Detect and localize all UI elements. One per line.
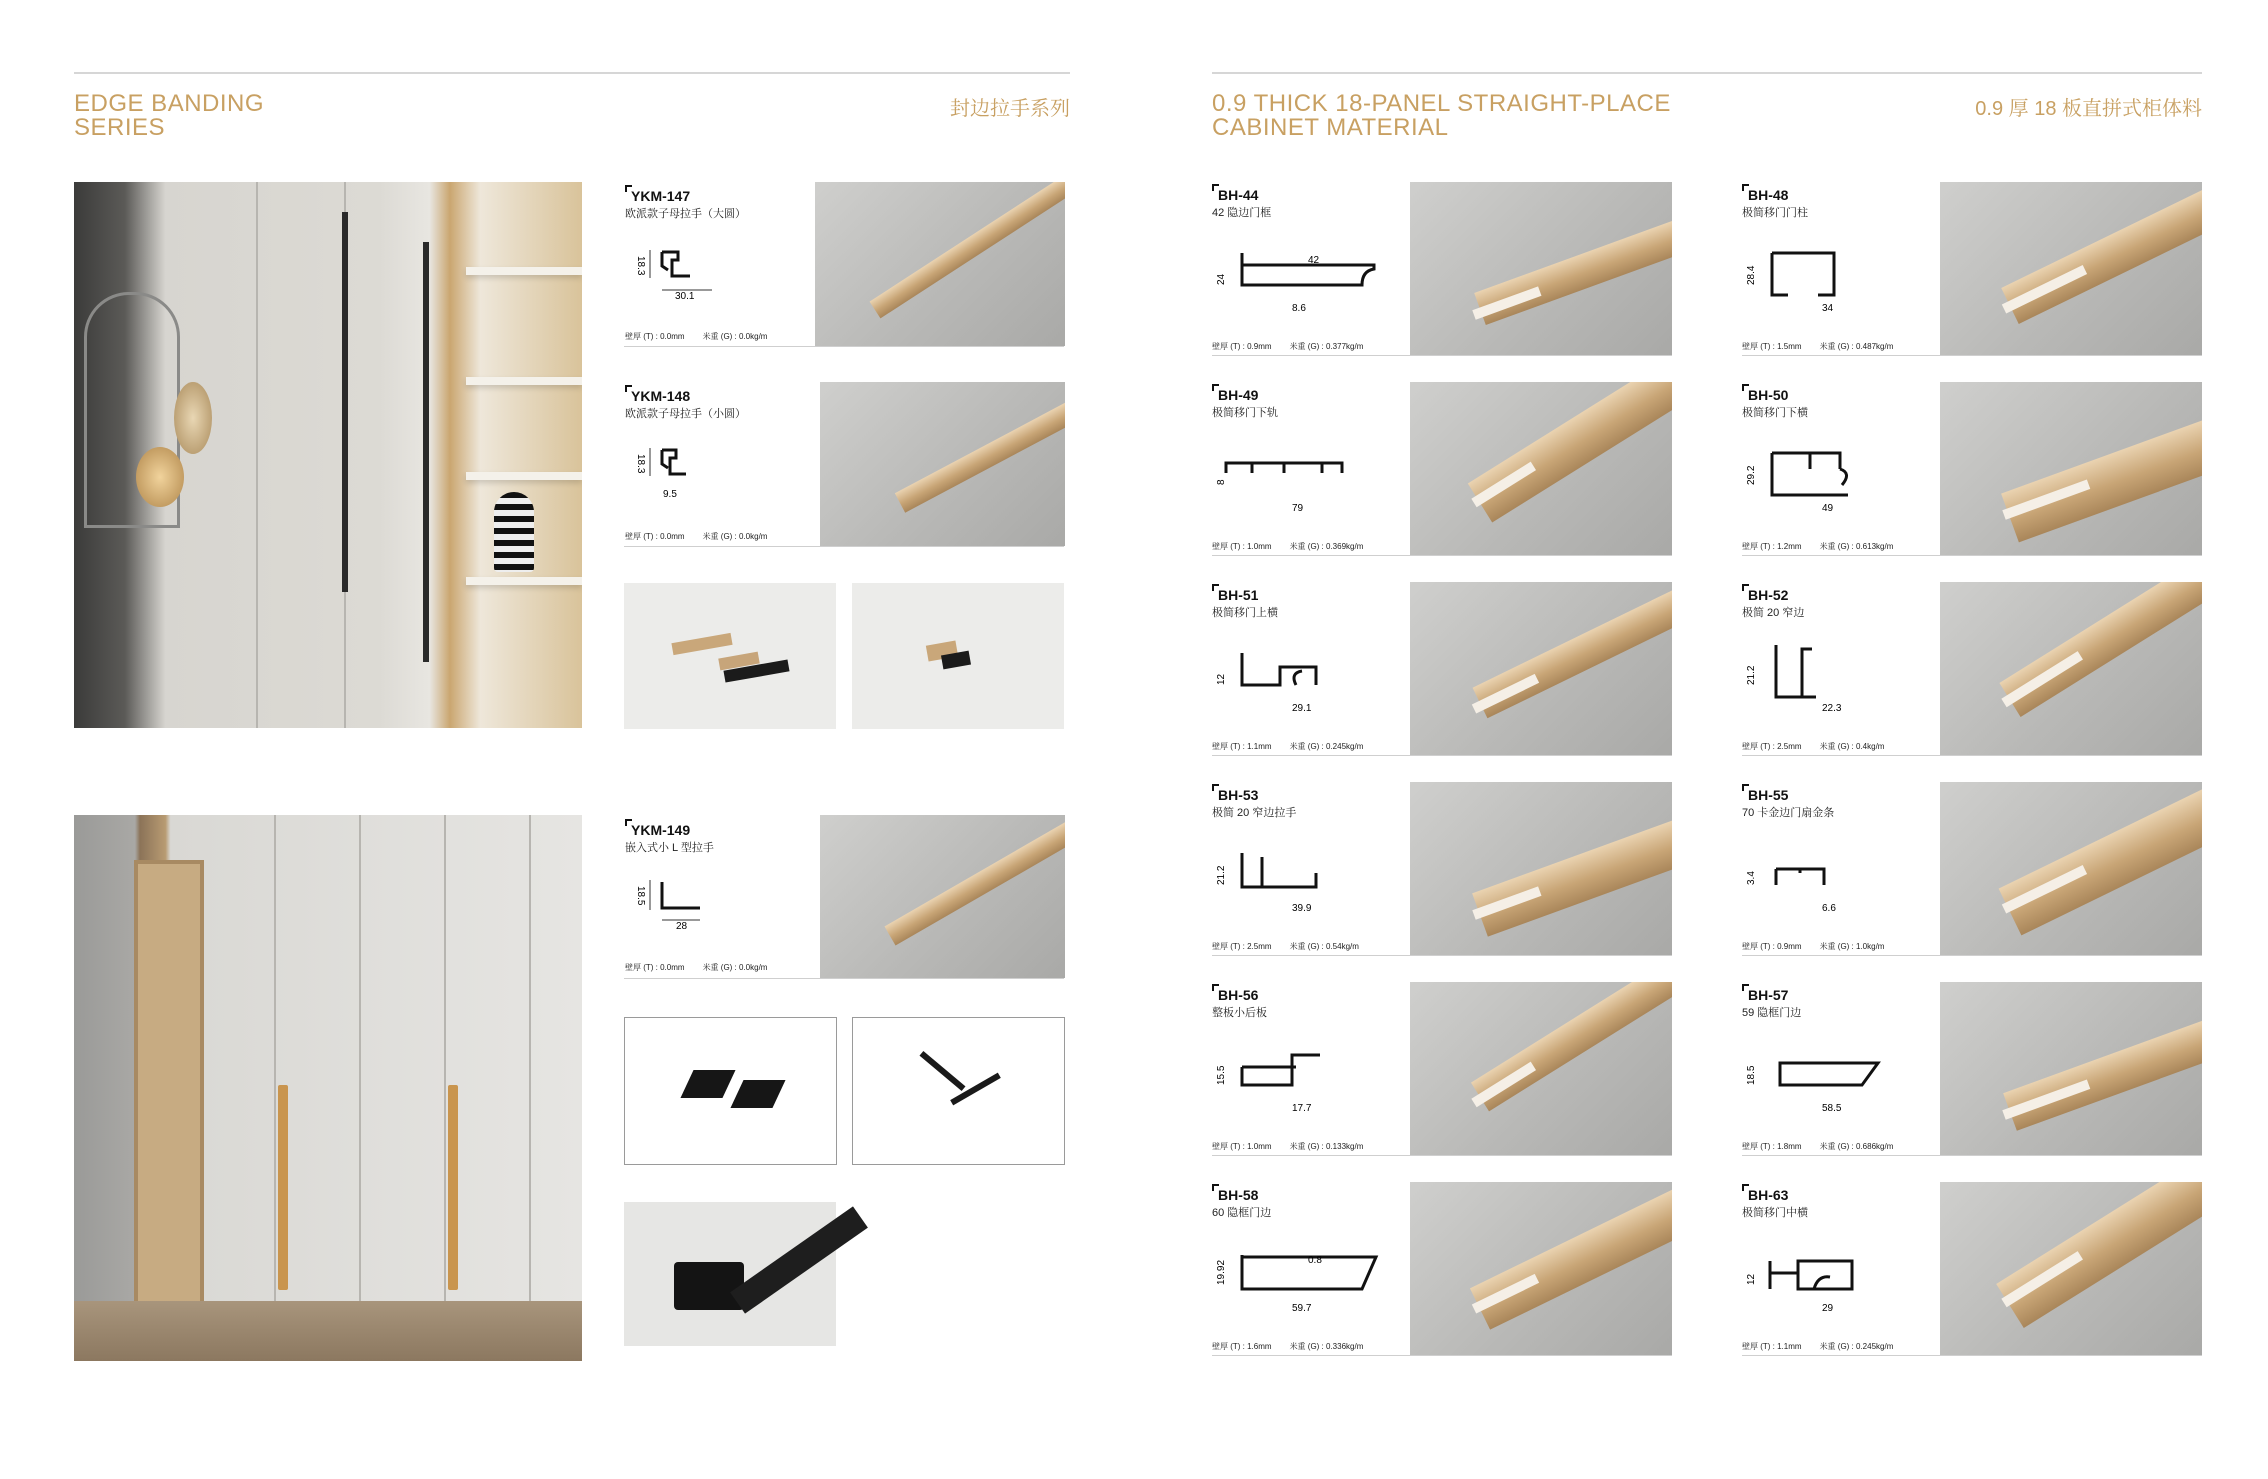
divider [1212, 1355, 1672, 1356]
divider [1742, 555, 2202, 556]
dimension-label: 21.2 [1216, 865, 1227, 885]
profile-drawing [1742, 1233, 1932, 1317]
end-cap-photo-1 [624, 1017, 837, 1165]
profile-drawing [1742, 1033, 1932, 1117]
wall-thickness: 壁厚 (T) : 1.8mm [1742, 1142, 1802, 1151]
product-label [1212, 187, 1271, 220]
product-code: YKM-149 [625, 822, 714, 838]
product-label [1742, 387, 1808, 420]
wall-thickness: 壁厚 (T) : 1.6mm [1212, 1342, 1272, 1351]
section-title-cn-left: 封边拉手系列 [950, 98, 1070, 120]
door-seam [274, 815, 276, 1361]
dimension-label: 59.7 [1292, 1303, 1312, 1314]
product-spec [1742, 941, 1902, 952]
render-ykm-147 [815, 182, 1065, 346]
product-label [1212, 387, 1278, 420]
profile-drawing [1212, 233, 1402, 317]
dimension-label: 8.6 [1292, 303, 1306, 314]
product-code: YKM-148 [625, 388, 746, 404]
product-label [1212, 587, 1278, 620]
product-spec [1212, 341, 1381, 352]
product-name: 极简移门下横 [1742, 407, 1808, 419]
product-ykm-149 [625, 822, 714, 855]
divider [1212, 555, 1672, 556]
product-name: 42 隐边门框 [1212, 207, 1272, 219]
divider [1212, 355, 1672, 356]
end-cap-photo-3 [624, 1202, 836, 1346]
meter-weight: 米重 (G) : 0.369kg/m [1289, 542, 1364, 551]
dimension-label: 49 [1822, 503, 1834, 514]
top-rule-left [74, 72, 1070, 74]
profile-drawing [1212, 633, 1402, 717]
dimension-label: 12 [1746, 1273, 1757, 1285]
product-render [1410, 382, 1672, 555]
wall-thickness: 壁厚 (T) : 2.5mm [1742, 742, 1802, 751]
profile-drawing [1212, 433, 1402, 517]
product-name: 嵌入式小 L 型拉手 [625, 842, 714, 854]
wall-thickness: 壁厚 (T) : 1.0mm [1212, 1142, 1272, 1151]
dimension-label: 18.5 [1746, 1065, 1757, 1085]
product-name: 极简移门中横 [1742, 1207, 1808, 1219]
product-render [1410, 982, 1672, 1155]
product-spec [1742, 1141, 1911, 1152]
product-name: 59 隐框门边 [1742, 1007, 1802, 1019]
dimension-label: 28.4 [1746, 265, 1757, 285]
dimension-label: 39.9 [1292, 903, 1312, 914]
product-spec [1212, 741, 1381, 752]
meter-weight: 米重 (G) : 0.245kg/m [1819, 1342, 1894, 1351]
accessory-photo-1 [624, 583, 836, 729]
dimension-label: 34 [1822, 303, 1834, 314]
section-title-cn-right: 0.9 厚 18 板直拼式柜体料 [1975, 98, 2202, 120]
product-spec: 壁厚 (T) : 0.0mm 米重 (G) : 0.0kg/m [625, 332, 768, 341]
product-code: BH-51 [1212, 587, 1278, 603]
dimension-label: 8 [1216, 479, 1227, 485]
pendant-lamp [174, 382, 212, 454]
product-name: 极简 20 窄边 [1742, 607, 1805, 619]
product-spec [1212, 941, 1377, 952]
product-render [1940, 382, 2202, 555]
product-code: BH-44 [1212, 187, 1271, 203]
meter-weight: 米重 (G) : 1.0kg/m [1819, 942, 1885, 951]
top-rule-right [1212, 72, 2202, 74]
product-spec: 壁厚 (T) : 0.0mm 米重 (G) : 0.0kg/m [625, 532, 768, 541]
door-seam [529, 815, 531, 1361]
dimension-label: 12 [1216, 673, 1227, 685]
wardrobe-photo-2 [74, 815, 582, 1361]
divider [1212, 755, 1672, 756]
meter-weight: 米重 (G) : 0.336kg/m [1289, 1342, 1364, 1351]
divider [1212, 955, 1672, 956]
door-seam [359, 815, 361, 1361]
product-render [1410, 582, 1672, 755]
product-name: 欧派款子母拉手（小圆） [625, 408, 746, 420]
product-name: 70 卡金边门扇金条 [1742, 807, 1835, 819]
meter-weight: 米重 (G) : 0.245kg/m [1289, 742, 1364, 751]
wall-thickness: 壁厚 (T) : 1.2mm [1742, 542, 1802, 551]
handle-line [342, 212, 348, 592]
profile-drawing-ykm-149 [620, 868, 740, 938]
wall-thickness: 壁厚 (T) : 2.5mm [1212, 942, 1272, 951]
profile-drawing [1742, 633, 1932, 717]
dimension-label: 42 [1308, 255, 1320, 266]
dimension-label: 29 [1822, 1303, 1834, 1314]
product-code: BH-49 [1212, 387, 1278, 403]
product-code: BH-63 [1742, 1187, 1808, 1203]
wardrobe-photo-1 [74, 182, 582, 728]
product-name: 60 隐框门边 [1212, 1207, 1272, 1219]
product-render [1410, 782, 1672, 955]
divider [1742, 755, 2202, 756]
render-ykm-148 [820, 382, 1065, 546]
wall-thickness: 壁厚 (T) : 1.1mm [1742, 1342, 1802, 1351]
product-render [1940, 182, 2202, 355]
shelf [466, 377, 582, 385]
profile-drawing-ykm-148 [620, 436, 740, 506]
product-code: BH-52 [1742, 587, 1804, 603]
product-render [1940, 982, 2202, 1155]
door-seam [444, 815, 446, 1361]
product-ykm-147 [625, 188, 746, 221]
dimension-label: 17.7 [1292, 1103, 1312, 1114]
render-ykm-149 [820, 815, 1065, 978]
product-spec [1212, 1141, 1381, 1152]
profile-drawing [1742, 833, 1932, 917]
wall-thickness: 壁厚 (T) : 1.1mm [1212, 742, 1272, 751]
divider [624, 978, 1064, 979]
product-spec [1212, 541, 1381, 552]
product-label [1212, 1187, 1271, 1220]
product-name: 极简移门门柱 [1742, 207, 1808, 219]
product-name: 极简 20 窄边拉手 [1212, 807, 1297, 819]
wall-thickness: 壁厚 (T) : 0.9mm [1742, 942, 1802, 951]
dimension-label: 6.6 [1822, 903, 1836, 914]
product-spec [1742, 341, 1911, 352]
wall-thickness: 壁厚 (T) : 0.9mm [1212, 342, 1272, 351]
gold-handle [448, 1085, 458, 1290]
section-title-right: 0.9 THICK 18-PANEL STRAIGHT-PLACE CABINET MATERIAL [1212, 90, 1671, 141]
divider [1212, 1155, 1672, 1156]
accessory-photo-2 [852, 583, 1064, 729]
wood-floor [74, 1301, 582, 1361]
dimension-label: 21.2 [1746, 665, 1757, 685]
gold-handle [278, 1085, 288, 1290]
product-name: 欧派款子母拉手（大圆） [625, 208, 746, 220]
product-label [1212, 787, 1296, 820]
product-render [1410, 1182, 1672, 1355]
dimension-label: 15.5 [1216, 1065, 1227, 1085]
divider [1742, 1155, 2202, 1156]
meter-weight: 米重 (G) : 0.4kg/m [1819, 742, 1885, 751]
meter-weight: 米重 (G) : 0.613kg/m [1819, 542, 1894, 551]
dimension-label: 29.1 [1292, 703, 1312, 714]
profile-drawing [1742, 233, 1932, 317]
product-code: BH-48 [1742, 187, 1808, 203]
product-render [1940, 782, 2202, 955]
profile-drawing-ykm-147 [620, 238, 740, 308]
product-render [1940, 582, 2202, 755]
divider [1742, 1355, 2202, 1356]
divider [1742, 355, 2202, 356]
pendant-lamp [136, 447, 184, 507]
product-spec [1742, 741, 1902, 752]
dimension-label: 19.92 [1216, 1259, 1227, 1285]
dimension-label: 22.3 [1822, 703, 1842, 714]
profile-drawing [1212, 1033, 1402, 1117]
svg-text:28: 28 [676, 921, 688, 932]
product-label [1742, 187, 1808, 220]
dimension-label: 0.8 [1308, 1255, 1322, 1266]
dimension-label: 24 [1216, 273, 1227, 285]
product-label [1742, 1187, 1808, 1220]
section-title-left: EDGE BANDING SERIES [74, 90, 265, 141]
product-label [1742, 587, 1804, 620]
svg-text:18.5: 18.5 [635, 886, 646, 906]
product-spec [1742, 541, 1911, 552]
wall-thickness: 壁厚 (T) : 1.5mm [1742, 342, 1802, 351]
product-label [1212, 987, 1267, 1020]
svg-text:18.3: 18.3 [635, 454, 646, 474]
meter-weight: 米重 (G) : 0.686kg/m [1819, 1142, 1894, 1151]
divider [624, 346, 1064, 347]
product-code: BH-57 [1742, 987, 1801, 1003]
product-ykm-148 [625, 388, 746, 421]
product-code: BH-50 [1742, 387, 1808, 403]
dimension-label: 58.5 [1822, 1103, 1842, 1114]
product-code: YKM-147 [625, 188, 746, 204]
product-code: BH-53 [1212, 787, 1296, 803]
profile-drawing [1212, 1233, 1402, 1317]
product-code: BH-56 [1212, 987, 1267, 1003]
handle-line [423, 242, 429, 662]
shelf [466, 267, 582, 275]
meter-weight: 米重 (G) : 0.133kg/m [1289, 1142, 1364, 1151]
shelf [466, 577, 582, 585]
profile-drawing [1212, 833, 1402, 917]
product-spec [1212, 1341, 1381, 1352]
dimension-label: 29.2 [1746, 465, 1757, 485]
product-code: BH-55 [1742, 787, 1834, 803]
product-spec: 壁厚 (T) : 0.0mm 米重 (G) : 0.0kg/m [625, 963, 768, 972]
product-label [1742, 787, 1834, 820]
divider [624, 546, 1064, 547]
door-seam [256, 182, 258, 728]
svg-text:18.3: 18.3 [635, 256, 646, 276]
product-name: 极简移门下轨 [1212, 407, 1278, 419]
meter-weight: 米重 (G) : 0.487kg/m [1819, 342, 1894, 351]
product-code: BH-58 [1212, 1187, 1271, 1203]
product-render [1410, 182, 1672, 355]
product-name: 整板小后板 [1212, 1007, 1267, 1019]
meter-weight: 米重 (G) : 0.54kg/m [1289, 942, 1359, 951]
meter-weight: 米重 (G) : 0.377kg/m [1289, 342, 1364, 351]
product-spec [1742, 1341, 1911, 1352]
product-label [1742, 987, 1801, 1020]
shelf [466, 472, 582, 480]
product-name: 极简移门上横 [1212, 607, 1278, 619]
decor-figure [494, 492, 534, 572]
product-render [1940, 1182, 2202, 1355]
divider [1742, 955, 2202, 956]
wall-thickness: 壁厚 (T) : 1.0mm [1212, 542, 1272, 551]
profile-drawing [1742, 433, 1932, 517]
svg-text:9.5: 9.5 [663, 489, 677, 500]
open-shelf-unit [134, 860, 204, 1308]
dimension-label: 3.4 [1746, 871, 1757, 885]
svg-text:30.1: 30.1 [675, 291, 695, 302]
end-cap-photo-2 [852, 1017, 1065, 1165]
dimension-label: 79 [1292, 503, 1304, 514]
